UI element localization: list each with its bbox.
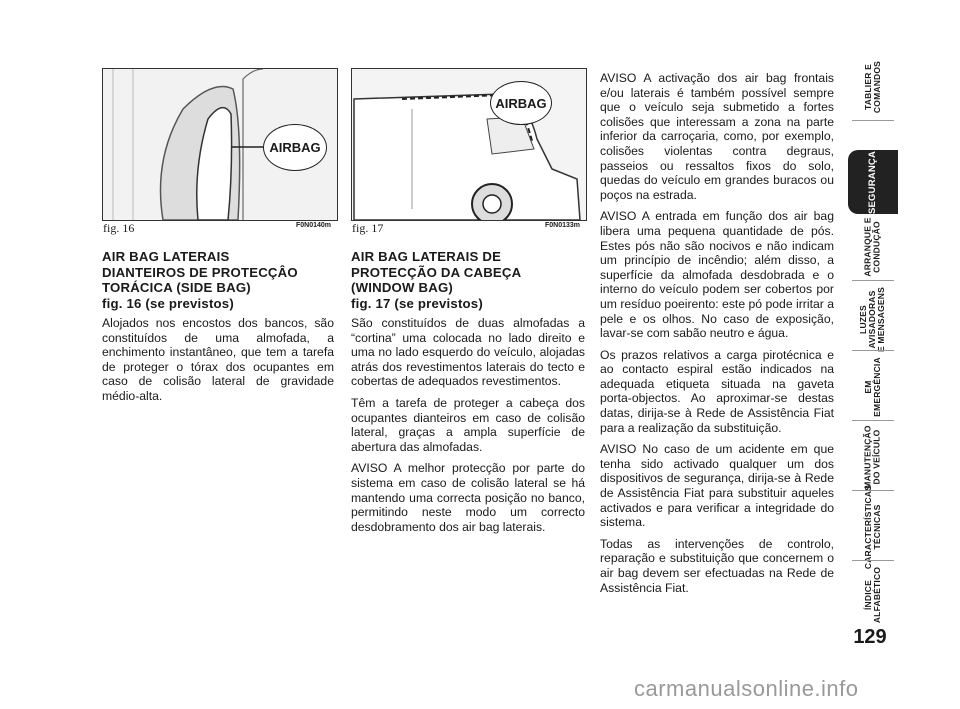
figure-17-code: F0N0133m [545,222,581,229]
tab-indice-alfabetico[interactable]: ÍNDICE ALFABÉTICO [863,566,882,624]
paragraph: Têm a tarefa de proteger a cabeça dos ocupantes dianteiros em caso de colisão lateral, graças a ampla superfície de abertura das almofadas. [351,395,585,454]
paragraph: AVISO No caso de um acidente em que tenha sido activado qualquer um dos dispositivos de segurança, dirija-se à Rede de Assistência Fiat para substituir aqueles activados e para verificar a integridade do sistema. [600,442,834,530]
paragraph: Todas as intervenções de controlo, reparação e substituição que concernem o air bag devem ser efectuadas na Rede de Assistência Fiat. [600,536,834,595]
column-window-bag [351,249,585,541]
airbag-badge: AIRBAG [490,81,552,125]
tab-tablier-comandos[interactable]: TABLIER E COMANDOS [863,60,883,114]
tab-arranque-conducao[interactable]: ARRANQUE E CONDUÇÃO [863,217,882,277]
column-warnings [600,71,834,602]
tab-seguranca[interactable]: SEGURANÇA [848,150,898,214]
figure-16-caption: fig. 16 [103,221,135,235]
tab-caracteristicas-tecnicas[interactable]: CARACTERÍSTICAS TÉCNICAS [863,484,883,570]
van-window-airbag-illustration [352,69,586,220]
section-heading-window-bag: AIR BAG LATERAIS DE PROTECÇÃO DA CABEÇA (WINDOW BAG) fig. 17 (se previstos) [351,249,522,311]
tab-em-emergencia[interactable]: EM EMERGÊNCIA [863,357,882,417]
tab-manutencao-veiculo[interactable]: MANUTENÇÃO DO VEÍCULO [863,425,883,489]
tab-luzes-avisadoras[interactable]: LUZES AVISADORAS E MENSAGENS [858,286,887,352]
figure-17-caption: fig. 17 [352,221,384,235]
paragraph: Os prazos relativos a carga pirotécnica e ao contacto espiral estão indicados na adequada etiqueta situada na gaveta porta-objectos. Ao aproximar-se destas datas, dirija-se à Rede de Assistência Fiat para a realização da substituição. [600,347,834,435]
column-side-bag [102,249,334,411]
figure-16-image [102,68,338,221]
figure-16-code: F0N0140m [296,222,332,229]
section-heading-side-bag: AIR BAG LATERAIS DIANTEIROS DE PROTECÇÂO TORÁCICA (SIDE BAG) fig. 16 (se previstos) [102,249,298,311]
airbag-badge: AIRBAG [263,124,327,171]
page-number: 129 [853,626,887,648]
paragraph: AVISO A entrada em função dos air bag libera uma pequena quantidade de pós. Estes pós não são nocivos e não indicam um princípio de incêndio; além disso, a superfície da almofada desdobrada e o interno do veículo podem ser cobertos por um resíduo poeirento: este pó pode irritar a pele e os olhos. No caso de exposição, lavar-se com sabão neutro e água. [600,209,834,341]
paragraph: AVISO A melhor protecção por parte do sistema em caso de colisão lateral se há mantendo uma correcta posição no banco, permitindo neste modo um correcto desdobramento dos air bag laterais. [351,461,585,534]
figure-17-image [351,68,587,221]
paragraph: São constituídos de duas almofadas a “cortina” uma colocada no lado direito e uma no lado esquerdo do veículo, alojadas atrás dos revestimentos laterais do tecto e cobertas de adequados revestimentos. [351,316,585,389]
paragraph: AVISO A activação dos air bag frontais e/ou laterais é também possível sempre que o veículo seja submetido a fortes colisões que interessam a zona na parte inferior da carroçaria, como, por exemplo, colisões violentas contra degraus, passeios ou ressaltos fixos do solo, quedas do veículo em grandes buracos ou poços na estrada. [600,71,834,202]
watermark: carmanualsonline.info [634,676,859,701]
paragraph: Alojados nos encostos dos bancos, são constituídos de uma almofada, a enchimento instantâneo, que tem a tarefa de proteger o tórax dos ocupantes em caso de colisão lateral de gravidade médio-alta. [102,316,334,403]
